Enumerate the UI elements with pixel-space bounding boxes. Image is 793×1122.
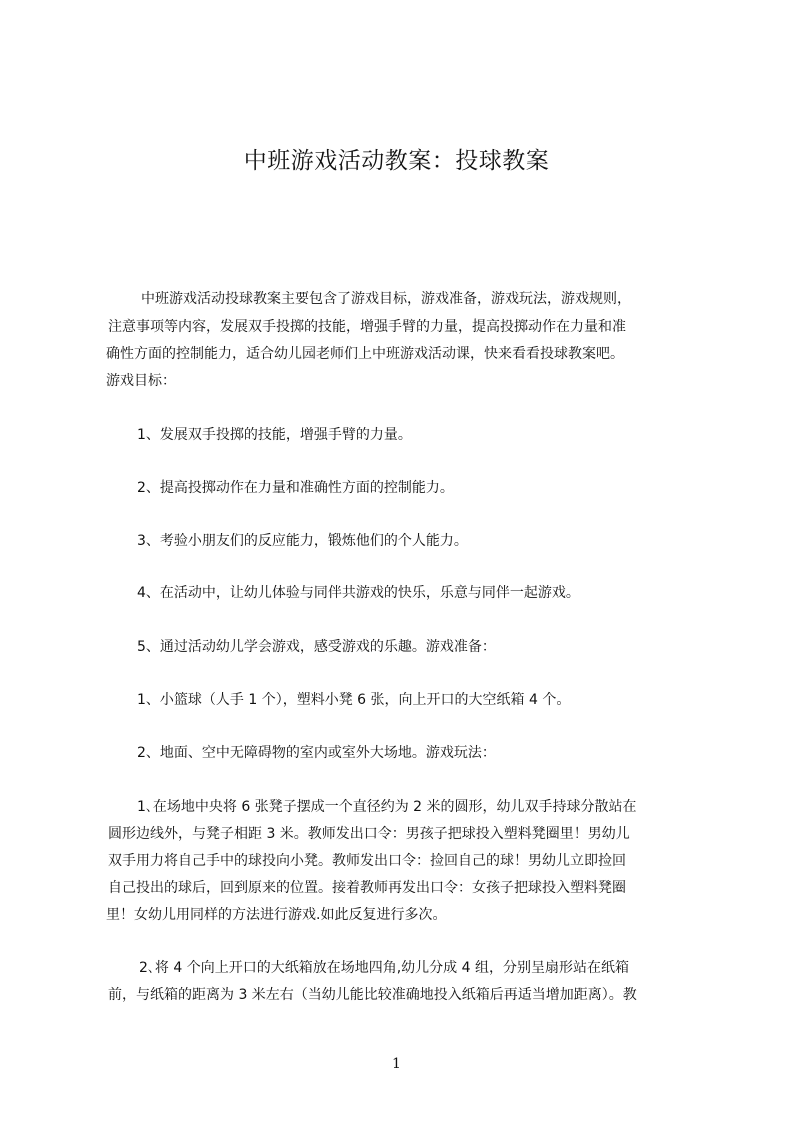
goal-item: 5、通过活动幼儿学会游戏，感受游戏的乐趣。游戏准备： [137, 639, 496, 655]
prep-item: 1、小篮球（人手 1 个），塑料小凳 6 张，向上开口的大空纸箱 4 个。 [137, 692, 571, 708]
page-number: 1 [392, 1056, 401, 1072]
intro-line: 确性方面的控制能力，适合幼儿园老师们上中班游戏活动课，快来看看投球教案吧。 [106, 346, 624, 362]
play-line: 自己投出的球后，回到原来的位置。接着教师再发出口令：女孩子把球投入塑料凳圈 [108, 880, 626, 896]
intro-line: 注意事项等内容，发展双手投掷的技能，增强手臂的力量，提高投掷动作在力量和准 [108, 319, 626, 335]
intro-line: 中班游戏活动投球教案主要包含了游戏目标，游戏准备，游戏玩法，游戏规则， [141, 291, 631, 307]
play-line: 圆形边线外，与凳子相距 3 米。教师发出口令：男孩子把球投入塑料凳圈里！男幼儿 [108, 826, 630, 842]
goal-item: 2、提高投掷动作在力量和准确性方面的控制能力。 [137, 480, 454, 496]
play-line: 2､将 4 个向上开口的大纸箱放在场地四角,幼儿分成 4 组，分别呈扇形站在纸箱 [139, 960, 629, 976]
play-line: 1､在场地中央将 6 张凳子摆成一个直径约为 2 米的圆形，幼儿双手持球分散站在 [137, 799, 637, 815]
play-line: 前，与纸箱的距离为 3 米左右（当幼儿能比较准确地投入纸箱后再适当增加距离）。教 [108, 987, 637, 1003]
goal-item: 4、在活动中，让幼儿体验与同伴共游戏的快乐，乐意与同伴一起游戏。 [137, 585, 580, 601]
play-line: 双手用力将自己手中的球投向小凳。教师发出口令：捡回自己的球！男幼儿立即捡回 [108, 853, 626, 869]
goal-item: 3、考验小朋友们的反应能力，锻炼他们的个人能力。 [137, 533, 468, 549]
page-title: 中班游戏活动教案：投球教案 [243, 148, 550, 174]
goal-item: 1、发展双手投掷的技能，增强手臂的力量。 [137, 427, 412, 443]
play-line: 里！女幼儿用同样的方法进行游戏.如此反复进行多次。 [106, 907, 447, 923]
section-heading-goals: 游戏目标： [106, 373, 176, 389]
prep-item: 2、地面、空中无障碍物的室内或室外大场地。游戏玩法： [137, 745, 496, 761]
